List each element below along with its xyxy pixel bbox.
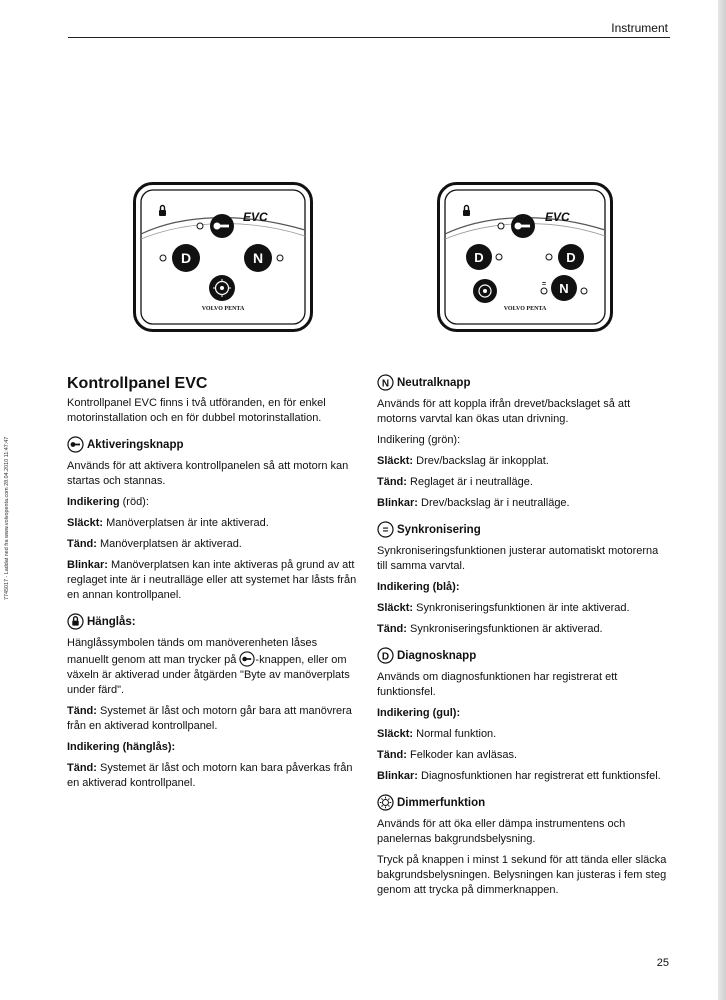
page-number: 25	[656, 957, 669, 969]
activation-heading: Aktiveringsknapp	[67, 436, 359, 453]
diag-desc: Används om diagnosfunktionen har registrerat ett funktionsfel.	[377, 671, 618, 698]
key-icon	[67, 436, 84, 453]
padlock-indication: Indikering (hänglås):	[67, 741, 176, 753]
neutral-heading: N Neutralknapp	[377, 374, 670, 391]
neutral-off: Släckt: Drev/backslag är inkopplat.	[377, 455, 549, 467]
sync-indication: Indikering (blå):	[377, 581, 460, 593]
activation-button[interactable]	[511, 214, 535, 238]
diag-indication: Indikering (gul):	[377, 707, 461, 719]
neutral-button[interactable]	[551, 275, 577, 301]
diag-heading: D Diagnosknapp	[377, 647, 670, 664]
page-edge	[718, 0, 726, 1000]
header-rule	[68, 37, 670, 38]
volvo-penta-logo: VOLVO PENTA	[503, 306, 547, 312]
svg-text:D: D	[381, 651, 390, 663]
diagnostic-button[interactable]	[172, 244, 200, 272]
diag-blink: Blinkar: Diagnosfunktionen har registrerat ett funktionsfel.	[377, 770, 661, 782]
evc-brand-label: EVC	[545, 210, 570, 224]
svg-text:D: D	[566, 250, 576, 265]
padlock-desc: Hänglåssymbolen tänds om manöverenheten låses manuellt genom att man trycker på -knappen, eller om växeln är aktiverad under åtgärden "Byte av manöverplats under färd".	[67, 637, 350, 696]
sync-desc: Synkroniseringsfunktionen justerar automatiskt motorerna till samma varvtal.	[377, 545, 659, 572]
section-title: Instrument	[611, 21, 668, 35]
neutral-button[interactable]	[244, 244, 272, 272]
diagnostic-button-starboard[interactable]	[558, 244, 584, 270]
right-column	[377, 374, 670, 904]
sync-on: Tänd: Synkroniseringsfunktionen är aktiverad.	[377, 623, 603, 635]
neutral-blink: Blinkar: Drev/backslag är i neutralläge.	[377, 497, 570, 509]
padlock-on-2: Tänd: Systemet är låst och motorn kan bara påverkas från en aktiverad kontrollpanel.	[67, 762, 353, 789]
dimmer-icon	[377, 794, 394, 811]
neutral-desc: Används för att koppla ifrån drevet/backslaget så att motorns varvtal kan ökas utan drivning.	[377, 398, 631, 425]
neutral-icon	[377, 374, 394, 391]
activation-on: Tänd: Manöverplatsen är aktiverad.	[67, 538, 242, 550]
activation-off: Släckt: Manöverplatsen är inte aktiverad.	[67, 517, 269, 529]
svg-text:N: N	[559, 281, 569, 296]
panel-dual-engine	[437, 182, 613, 332]
dimmer-button[interactable]	[209, 275, 235, 301]
svg-text:N: N	[252, 250, 264, 266]
svg-text:D: D	[474, 250, 484, 265]
left-column	[67, 374, 359, 797]
panel-single-engine	[133, 182, 313, 332]
padlock-heading: Hänglås:	[67, 613, 359, 630]
padlock-on: Tänd: Systemet är låst och motorn går bara att manövrera från en aktiverad kontrollpanel.	[67, 705, 352, 732]
sync-off: Släckt: Synkroniseringsfunktionen är inte aktiverad.	[377, 602, 630, 614]
neutral-indication: Indikering (grön):	[377, 434, 461, 446]
diagnostic-button-port[interactable]	[466, 244, 492, 270]
diag-on: Tänd: Felkoder kan avläsas.	[377, 749, 518, 761]
sync-mark: =	[541, 281, 547, 288]
dimmer-desc-1: Används för att öka eller dämpa instrumentens och panelernas bakgrundsbelysning.	[377, 818, 626, 845]
activation-desc: Används för att aktivera kontrollpanelen så att motorn kan startas och stannas.	[67, 460, 349, 487]
svg-text:N: N	[381, 378, 390, 390]
sync-heading: = Synkronisering	[377, 521, 670, 538]
activation-button[interactable]	[210, 214, 234, 238]
dimmer-heading: Dimmerfunktion	[377, 794, 670, 811]
padlock-icon	[67, 613, 84, 630]
neutral-on: Tänd: Reglaget är i neutralläge.	[377, 476, 533, 488]
activation-blink: Blinkar: Manöverplatsen kan inte aktiveras på grund av att reglaget inte är i neutralläge eller att systemet har låsts från en annan kontrollpanel.	[67, 559, 357, 601]
key-icon	[239, 651, 255, 667]
svg-text:D: D	[180, 250, 192, 266]
svg-text:=: =	[382, 525, 389, 536]
dimmer-button[interactable]	[473, 279, 497, 303]
diagnostic-icon	[377, 647, 394, 664]
page-title: Kontrollpanel EVC	[67, 375, 208, 392]
diag-off: Släckt: Normal funktion.	[377, 728, 497, 740]
dimmer-desc-2: Tryck på knappen i minst 1 sekund för att tända eller släcka bakgrundsbelysningen. Belysningen kan justeras i fem steg genom att trycka på dimmerknappen.	[377, 854, 667, 896]
side-note: 7745017 - Laddat ned fra www.volvopenta.com 28.04.2010 11:47:47	[4, 436, 10, 600]
intro-text: Kontrollpanel EVC finns i två utföranden, en för enkel motorinstallation och en för dubbel motorinstallation.	[67, 397, 326, 424]
activation-indication: Indikering (röd):	[67, 496, 149, 508]
evc-brand-label: EVC	[243, 210, 268, 224]
volvo-penta-logo: VOLVO PENTA	[201, 306, 245, 312]
sync-icon	[377, 521, 394, 538]
